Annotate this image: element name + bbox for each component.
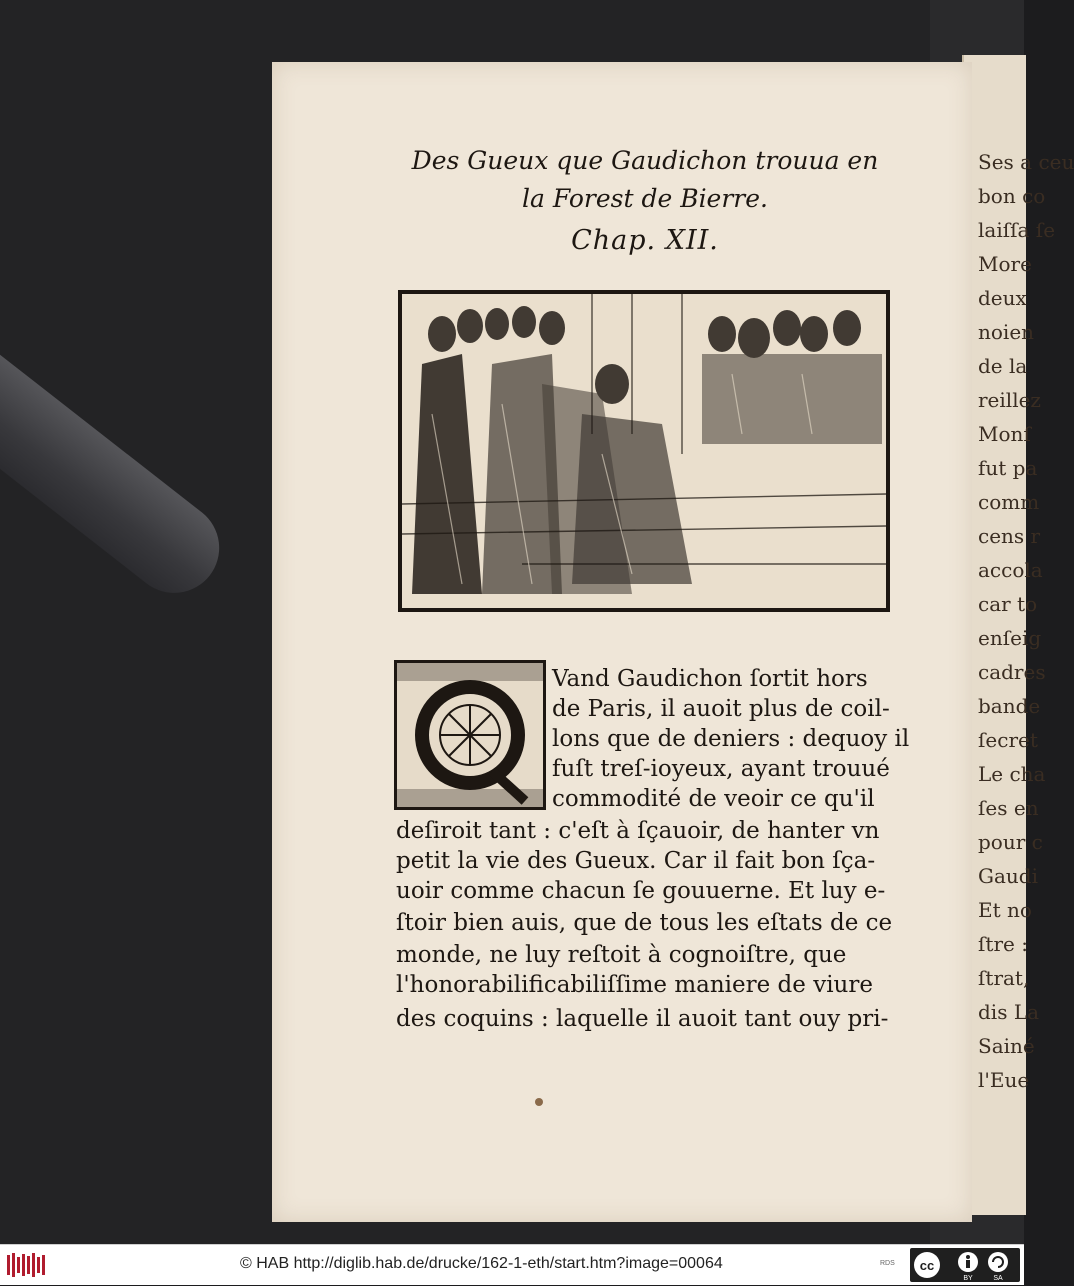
adjacent-page-text: ſtre : [978, 932, 1028, 956]
body-line: uoir comme chacun ſe gouuerne. Et luy e- [396, 878, 886, 904]
adjacent-page-text: cadres [978, 660, 1046, 684]
body-line: petit la vie des Gueux. Car il fait bon ſça- [396, 848, 876, 874]
hab-logo-icon [6, 1251, 48, 1279]
adjacent-page-text: Sainé [978, 1034, 1035, 1058]
adjacent-page-text: comm [978, 490, 1040, 514]
adjacent-page-text: ſtrat, [978, 966, 1030, 990]
ink-spot [535, 1098, 543, 1106]
adjacent-page-text: More [978, 252, 1032, 276]
cc-by-sa-icon[interactable] [910, 1248, 1020, 1282]
adjacent-page-text: noien [978, 320, 1035, 344]
adjacent-page-text: ſes en [978, 796, 1039, 820]
adjacent-page-text: bande [978, 694, 1041, 718]
adjacent-page-text: bon co [978, 184, 1046, 208]
cc-label: cc [919, 1258, 935, 1273]
adjacent-page-text: laiſſa ſe [978, 218, 1056, 242]
by-label: BY [963, 1275, 973, 1282]
body-line: des coquins : laquelle il auoit tant ouy pri- [396, 1006, 889, 1032]
source-credit-link[interactable]: © HAB http://diglib.hab.de/drucke/162-1-eth/start.htm?image=00064 [240, 1255, 723, 1272]
adjacent-page-text: dis La [978, 1000, 1040, 1024]
body-line: fuſt treſ-ioyeux, ayant trouué [552, 756, 890, 782]
chapter-number: Chap. XII. [571, 225, 719, 256]
adjacent-page-text: fut pa [978, 456, 1038, 480]
adjacent-page-text: cens r [978, 524, 1041, 548]
chapter-title-line-1: Des Gueux que Gaudichon trouua en [411, 146, 879, 175]
adjacent-page-text: Et no [978, 898, 1032, 922]
adjacent-page-text: accola [978, 558, 1043, 582]
body-line: ſtoir bien auis, que de tous les eſtats de ce [396, 910, 893, 936]
adjacent-page-text: ſecret [978, 728, 1038, 752]
sa-label: SA [993, 1275, 1003, 1282]
woodcut-illustration [398, 290, 890, 612]
body-line: commodité de veoir ce qu'il [552, 786, 875, 812]
adjacent-page-text: pour c [978, 830, 1043, 854]
body-line: monde, ne luy reſtoit à cognoiſtre, que [396, 942, 847, 968]
body-line: lons que de deniers : dequoy il [552, 726, 910, 752]
decorated-initial-q [394, 660, 546, 810]
body-line: deſiroit tant : c'eſt à ſçauoir, de hanter vn [396, 818, 880, 844]
adjacent-page-text: car to [978, 592, 1038, 616]
adjacent-page-text: enſeig [978, 626, 1042, 650]
rds-mark: RDS [880, 1260, 895, 1267]
footer-bar [0, 1244, 1024, 1285]
body-line: l'honorabilificabiliſſime maniere de viure [396, 972, 873, 998]
adjacent-page-text: de la [978, 354, 1028, 378]
adjacent-page-text: Ses a ceu [978, 150, 1074, 174]
adjacent-page-text: deux [978, 286, 1027, 310]
adjacent-page-text: l'Eue [978, 1068, 1030, 1092]
adjacent-page-text: Gaudi [978, 864, 1038, 888]
body-line: de Paris, il auoit plus de coil- [552, 696, 890, 722]
chapter-title-line-2: la Forest de Bierre. [522, 184, 768, 213]
adjacent-page-text: Monſ [978, 422, 1031, 446]
adjacent-page-text: reillez [978, 388, 1041, 412]
body-line: Vand Gaudichon ſortit hors [552, 666, 868, 692]
adjacent-page-text: Le cha [978, 762, 1046, 786]
